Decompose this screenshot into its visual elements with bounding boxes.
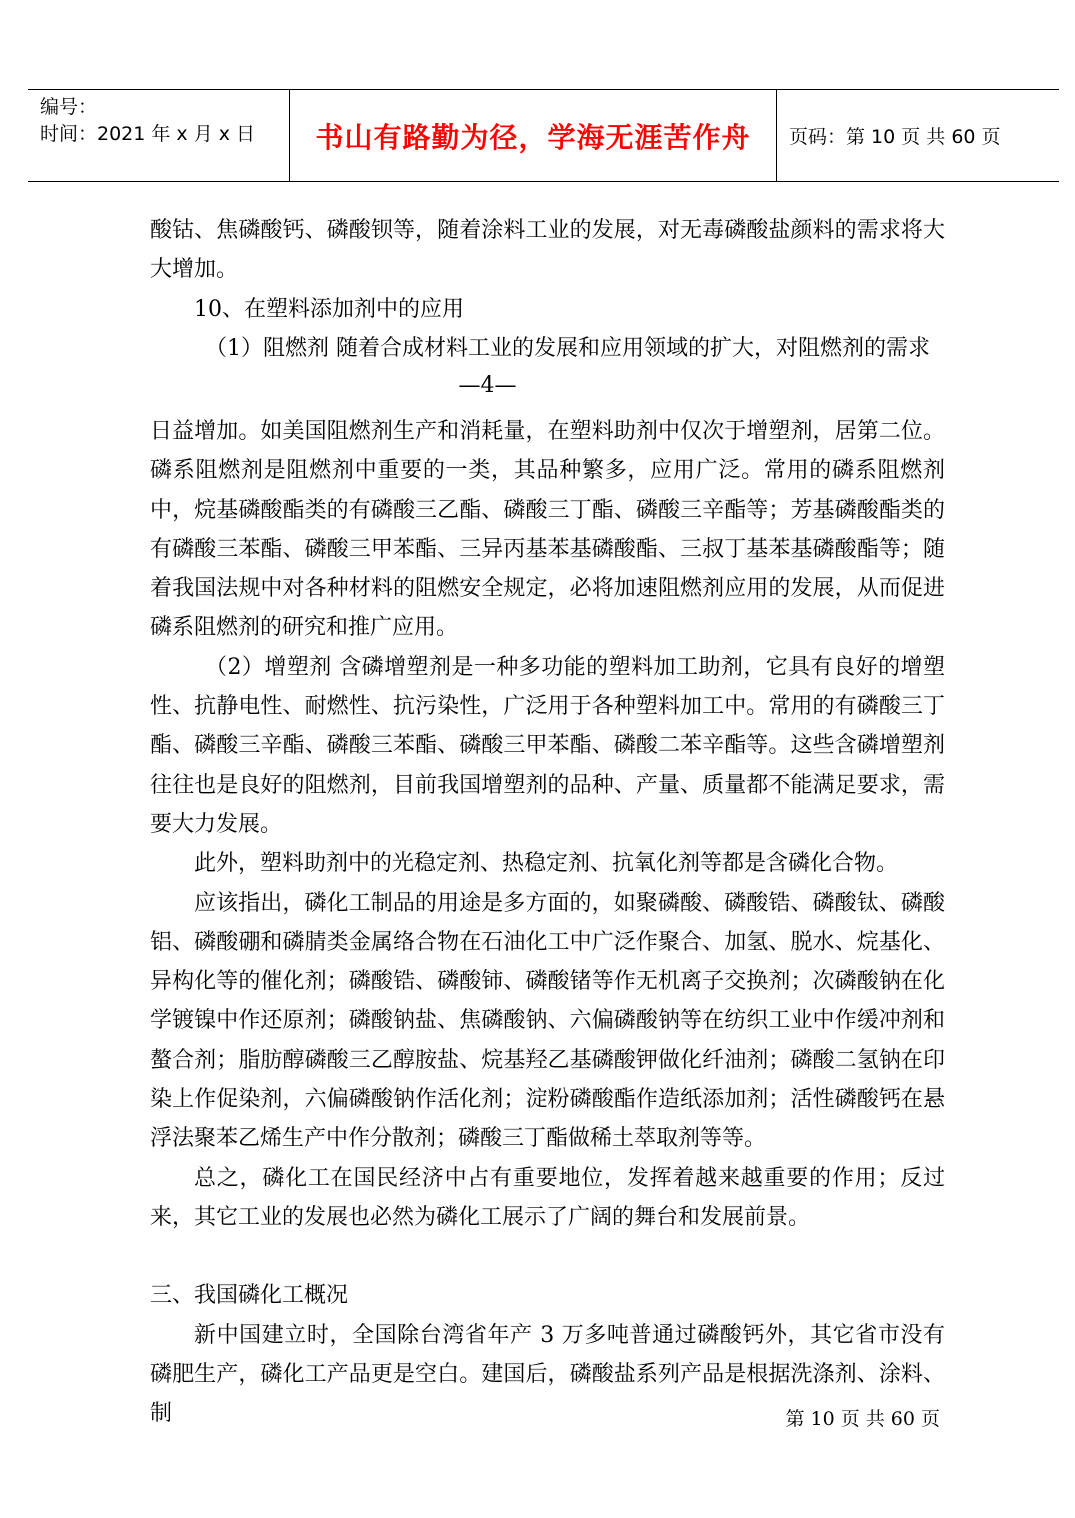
upper-text-block: [150, 211, 945, 368]
main-text-block: [150, 412, 945, 1433]
header-motto: 书山有路勤为径，学海无涯苦作舟: [315, 120, 751, 154]
page-footer: 第 10 页 共 60 页: [785, 1408, 940, 1430]
page-header: [28, 89, 1059, 182]
document-time-label: 时间：2021 年 x 月 x 日: [40, 123, 256, 145]
paragraph-additives: 此外，塑料助剂中的光稳定剂、热稳定剂、抗氧化剂等都是含磷化合物。: [194, 851, 899, 877]
paragraph-overview: 新中国建立时，全国除台湾省年产 3 万多吨普通过磷酸钙外，其它省市没有磷肥生产，磷化工产品更是空白。建国后，磷酸盐系列产品是根据洗涤剂、涂料、制: [150, 1322, 945, 1427]
header-motto-cell: [290, 90, 777, 181]
header-page-cell: [777, 90, 1059, 181]
header-page-number: 页码：第 10 页 共 60 页: [789, 126, 1001, 148]
section-title: 三、我国磷化工概况: [150, 1283, 349, 1309]
paragraph: 酸钴、焦磷酸钙、磷酸钡等，随着涂料工业的发展，对无毒磷酸盐颜料的需求将大大增加。: [150, 218, 945, 283]
paragraph-other-uses: 应该指出，磷化工制品的用途是多方面的，如聚磷酸、磷酸锆、磷酸钛、磷酸铝、磷酸硼和磷腈类金属络合物在石油化工中广泛作聚合、加氢、脱水、烷基化、异构化等的催化剂；磷酸锆、磷酸铈、磷酸锗等作无机离子交换剂；次磷酸钠在化学镀镍中作还原剂；磷酸钠盐、焦磷酸钠、六偏磷酸钠等在纺织工业中作缓冲剂和螯合剂；脂肪醇磷酸三乙醇胺盐、烷基羟乙基磷酸钾做化纤油剂；磷酸二氢钠在印染上作促染剂，六偏磷酸钠作活化剂；淀粉磷酸酯作造纸添加剂；活性磷酸钙在悬浮法聚苯乙烯生产中作分散剂；磷酸三丁酯做稀土萃取剂等等。: [150, 890, 945, 1152]
paragraph-summary: 总之，磷化工在国民经济中占有重要地位，发挥着越来越重要的作用；反过来，其它工业的发展也必然为磷化工展示了广阔的舞台和发展前景。: [150, 1165, 945, 1230]
paragraph-plasticizer: （2）增塑剂 含磷增塑剂是一种多功能的塑料加工助剂，它具有良好的增塑性、抗静电性、耐燃性、抗污染性，广泛用于各种塑料加工中。常用的有磷酸三丁酯、磷酸三辛酯、磷酸三苯酯、磷酸三甲苯酯、磷酸二苯辛酯等。这些含磷增塑剂往往也是良好的阻燃剂，目前我国增塑剂的品种、产量、质量都不能满足要求，需要大力发展。: [150, 654, 945, 837]
paragraph-flame-retardant-start: （1）阻燃剂 随着合成材料工业的发展和应用领域的扩大，对阻燃剂的需求: [205, 335, 930, 361]
document-number-label: 编号：: [40, 96, 98, 118]
paragraph-flame-retardant-cont: 日益增加。如美国阻燃剂生产和消耗量，在塑料助剂中仅次于增塑剂，居第二位。磷系阻燃剂是阻燃剂中重要的一类，其品种繁多，应用广泛。常用的磷系阻燃剂中，烷基磷酸酯类的有磷酸三乙酯、磷酸三丁酯、磷酸三辛酯等；芳基磷酸酯类的有磷酸三苯酯、磷酸三甲苯酯、三异丙基苯基磷酸酯、三叔丁基苯基磷酸酯等；随着我国法规中对各种材料的阻燃安全规定，必将加速阻燃剂应用的发展，从而促进磷系阻燃剂的研究和推广应用。: [150, 419, 945, 641]
inner-page-marker: —4—: [458, 373, 517, 398]
header-meta-cell: [28, 90, 290, 181]
subheading-plastic-additives: 10、在塑料添加剂中的应用: [194, 296, 464, 322]
